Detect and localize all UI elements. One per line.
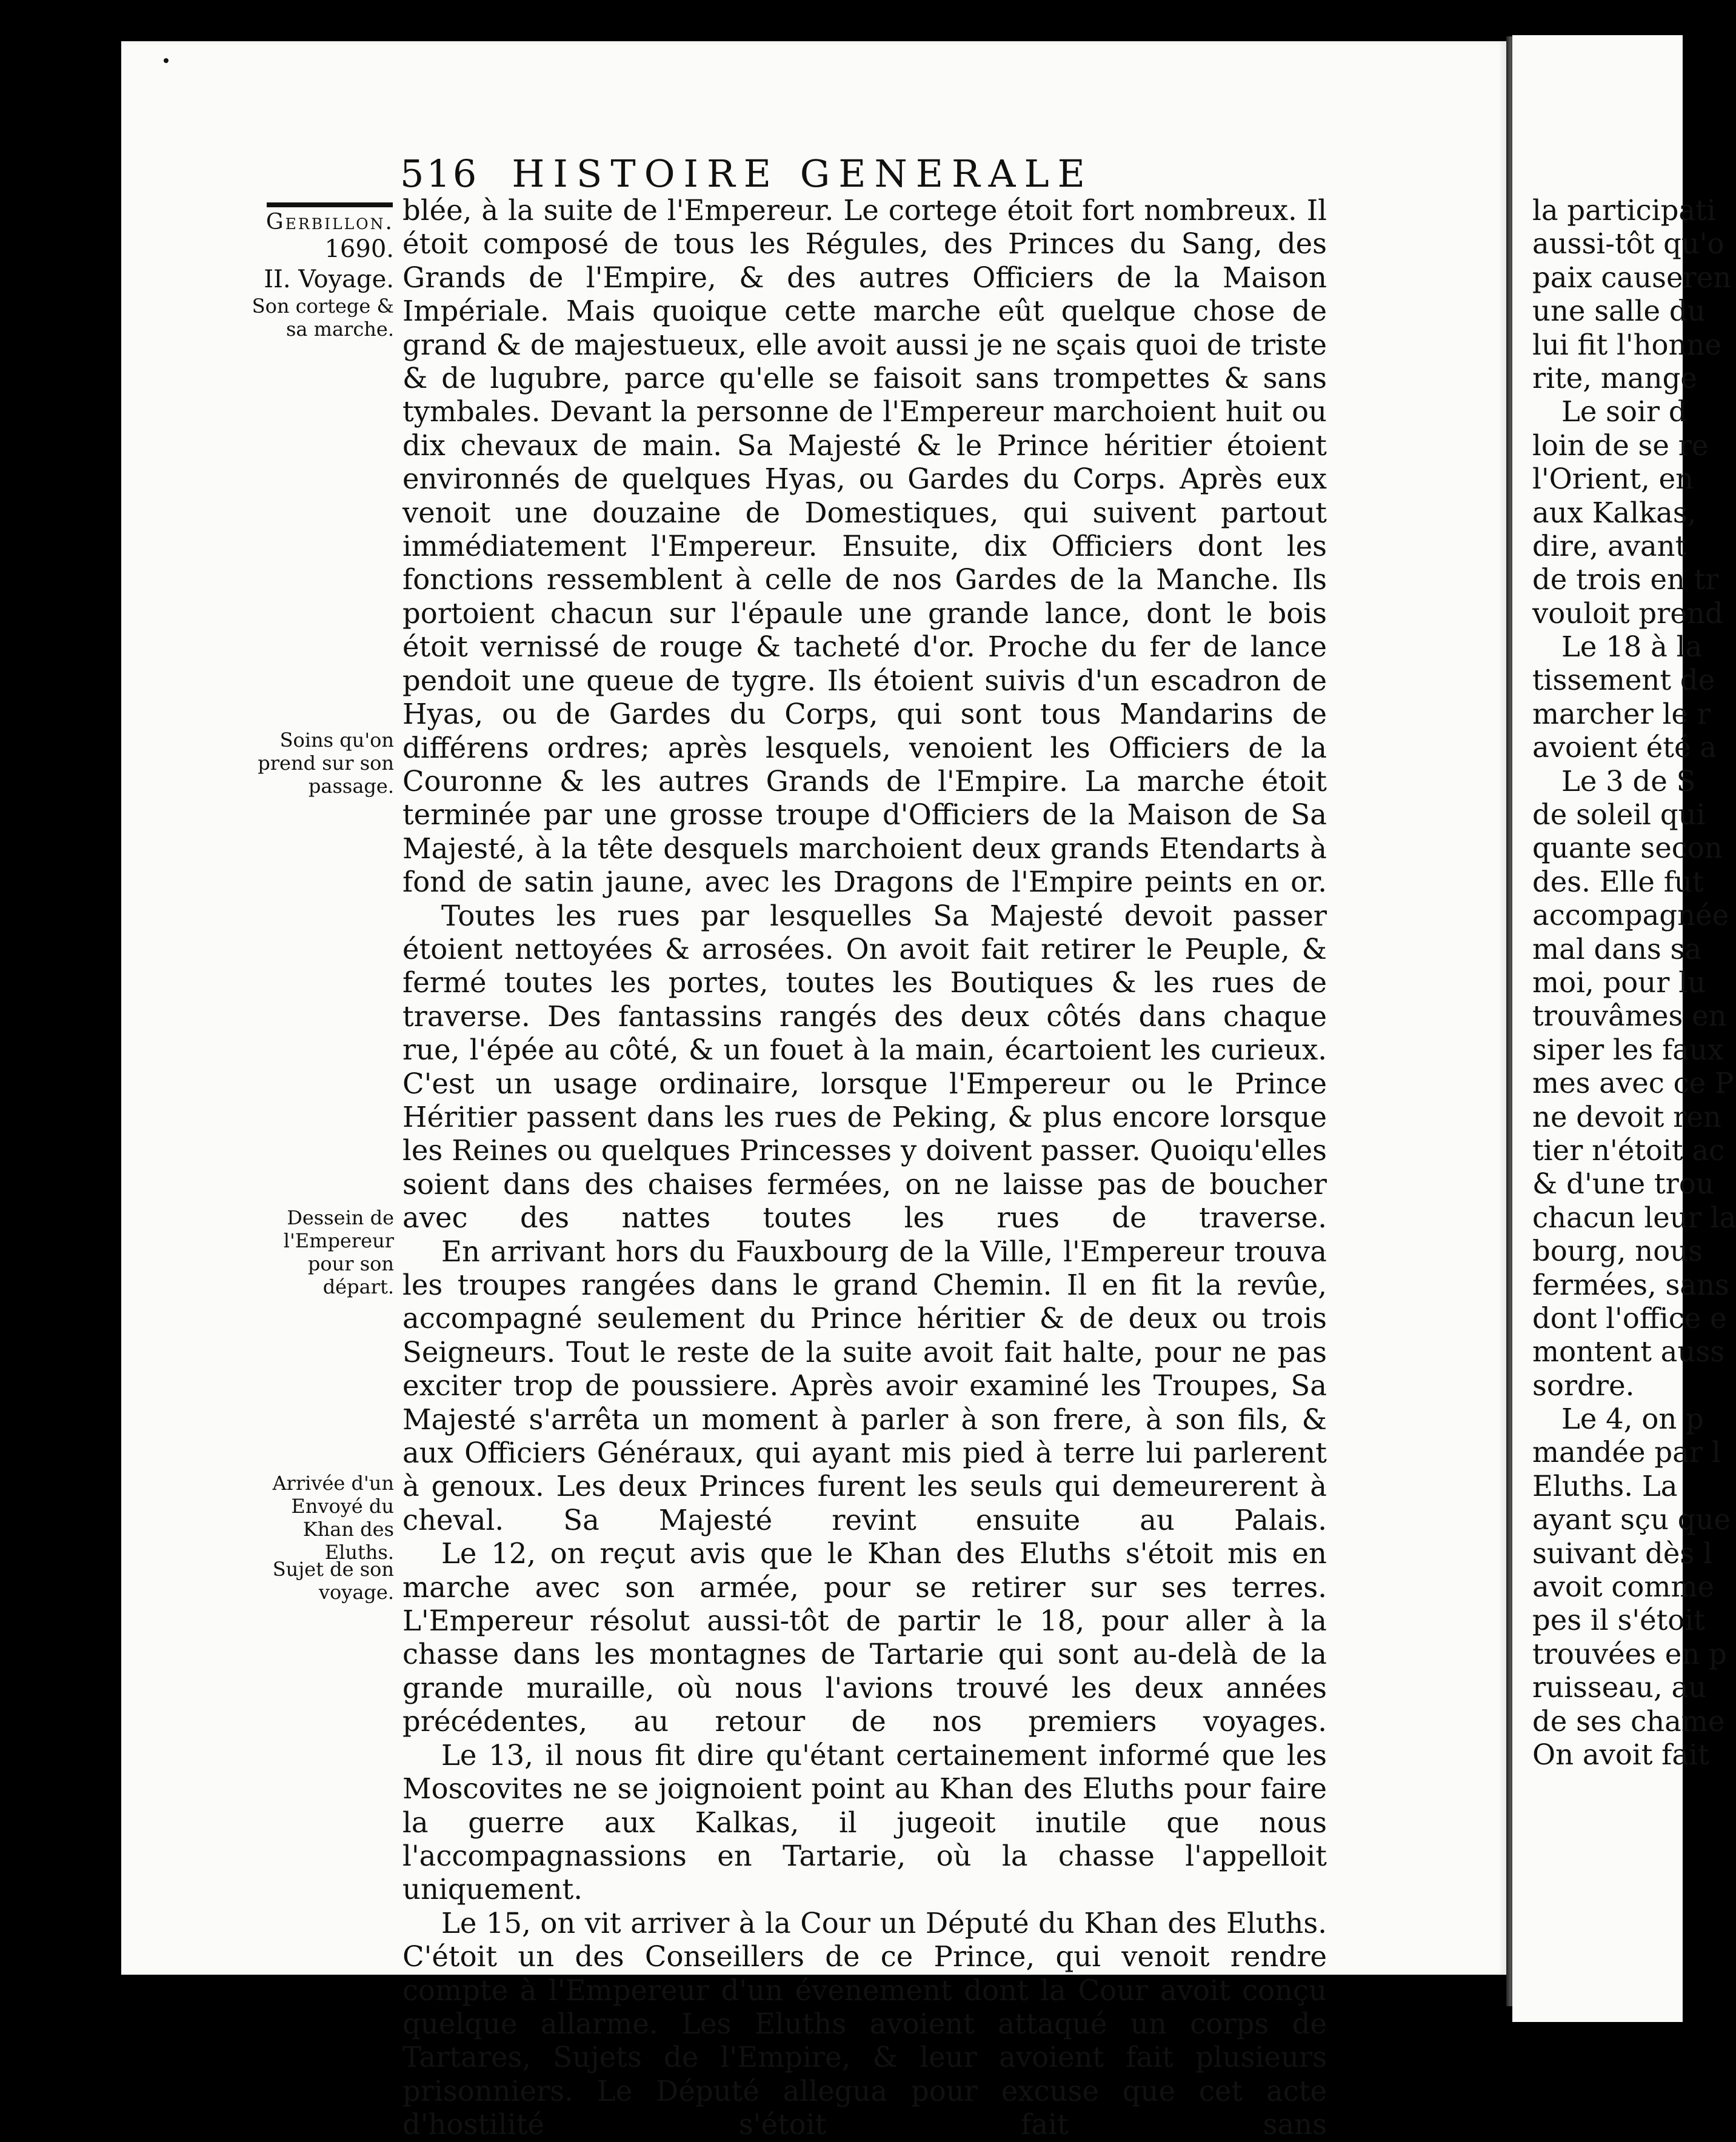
right-page-line: trouvées en p bbox=[1532, 1637, 1727, 1670]
paragraph-5: Le 13, il nous fit dire qu'étant certainement informé que les Moscovites ne se joignoient point au Khan des Eluths pour faire la guerre aux Kalkas, il jugeoit inutile que nous l'accompagnassions en Tartarie, où la chasse l'appelloit uniquement. bbox=[402, 1738, 1327, 1906]
right-page-line: de ses chame bbox=[1532, 1704, 1725, 1738]
running-title: HISTOIRE GENERALE bbox=[512, 152, 1093, 196]
right-page-line: On avoit fait bbox=[1532, 1738, 1709, 1771]
right-page-line: quante secon bbox=[1532, 832, 1723, 865]
right-page-line: tissement de bbox=[1532, 664, 1715, 697]
right-page-line: loin de se re bbox=[1532, 429, 1709, 462]
paragraph-1: blée, à la suite de l'Empereur. Le cortege étoit fort nombreux. Il étoit composé de tous les Régules, des Princes du Sang, des Grands de l'Empire, & des autres Officiers de la Maison Impériale. Mais quoique cette marche eût quelque chose de grand & de majestueux, elle avoit aussi je ne sçais quoi de triste & de lugubre, parce qu'elle se faisoit sans trompettes & sans tymbales. Devant la personne de l'Empereur marchoient huit ou dix chevaux de main. Sa Majesté & le Prince héritier étoient environnés de quelques Hyas, ou Gardes du Corps. Après eux venoit une douzaine de Domestiques, qui suivent partout immédiatement l'Empereur. Ensuite, dix Officiers dont les fonctions ressemblent à celle de nos Gardes de la Manche. Ils portoient chacun sur l'épaule une grande lance, dont le bois étoit vernissé de rouge & tacheté d'or. Proche du fer de lance pendoit une queue de tygre. Ils étoient suivis d'un escadron de Hyas, ou de Gardes du Corps, qui sont tous Mandarins de différens ordres; après lesquels, venoient les Officiers de la Couronne & les autres Grands de l'Empire. La marche étoit terminée par une grosse troupe d'Officiers de la Maison de Sa Majesté, à la tête desquels marchoient deux grands Etendarts à fond de satin jaune, avec les Dragons de l'Empire peints en or. bbox=[402, 194, 1327, 899]
right-page-line: mandée par l bbox=[1532, 1436, 1721, 1469]
right-page-line: une salle du bbox=[1532, 295, 1706, 328]
right-page-line: Le soir d bbox=[1561, 395, 1687, 429]
right-page-line: Le 4, on p bbox=[1561, 1403, 1704, 1436]
right-page-line: lui fit l'honne bbox=[1532, 328, 1721, 361]
paragraph-4: Le 12, on reçut avis que le Khan des Eluths s'étoit mis en marche avec son armée, pour se retirer sur ses terres. L'Empereur résolut aussi-tôt de partir le 18, pour aller à la chasse dans les montagnes de Tartarie qui sont au-delà de la grande muraille, où nous l'avions trouvé les deux années précédentes, au retour de nos premiers voyages. bbox=[402, 1537, 1327, 1738]
right-page-line: dire, avant bbox=[1532, 529, 1687, 562]
right-page-text bbox=[1532, 194, 1736, 1772]
right-page-line: ruisseau, au bbox=[1532, 1671, 1707, 1704]
right-page-line: vouloit prend bbox=[1532, 596, 1723, 630]
paragraph-3: En arrivant hors du Fauxbourg de la Ville, l'Empereur trouva les troupes rangées dans le grand Chemin. Il en fit la revûe, accompagné seulement du Prince héritier & de deux ou trois Seigneurs. Tout le reste de la suite avoit fait halte, pour ne pas exciter trop de poussiere. Après avoir examiné les Troupes, Sa Majesté s'arrêta un moment à parler à son frere, à son fils, & aux Officiers Généraux, qui ayant mis pied à terre lui parlerent à genoux. Les deux Princes furent les seuls qui demeurerent à cheval. Sa Majesté revint ensuite au Palais. bbox=[402, 1235, 1327, 1536]
right-page-line: sordre. bbox=[1532, 1369, 1635, 1402]
right-page-line: des. Elle fut bbox=[1532, 865, 1704, 898]
right-page-line: aux Kalkas, bbox=[1532, 496, 1697, 529]
main-text bbox=[402, 194, 1327, 2142]
right-page-line: tier n'étoit ac bbox=[1532, 1133, 1725, 1167]
right-page-line: avoient été a bbox=[1532, 731, 1717, 764]
right-page-line: siper les faux bbox=[1532, 1033, 1724, 1066]
right-page-line: la participati bbox=[1532, 194, 1716, 227]
right-page-line: Le 18 à la bbox=[1561, 630, 1703, 664]
right-page-line: avoit comme bbox=[1532, 1570, 1715, 1604]
right-page-line: de trois en tr bbox=[1532, 563, 1719, 596]
margin-note-soins: Soins qu'on prend sur son passage. bbox=[258, 729, 394, 798]
right-page-line: trouvâmes en bbox=[1532, 999, 1727, 1033]
page-number: 516 bbox=[400, 152, 479, 196]
right-page-line: Le 3 de S bbox=[1561, 764, 1696, 798]
right-page-line: marcher le r bbox=[1532, 697, 1711, 730]
right-page-line: pes il s'étoit bbox=[1532, 1604, 1705, 1637]
right-page-line: montent auss bbox=[1532, 1335, 1725, 1369]
right-page-line: Eluths. La bbox=[1532, 1469, 1678, 1503]
margin-author: Gerbillon. bbox=[265, 210, 394, 235]
right-page-line: & d'une trou bbox=[1532, 1167, 1714, 1201]
right-page-line: aussi-tôt qu'o bbox=[1532, 227, 1724, 261]
paragraph-2: Toutes les rues par lesquelles Sa Majesté devoit passer étoient nettoyées & arrosées. On avoit fait retirer le Peuple, & fermé toutes les portes, toutes les Boutiques & les rues de traverse. Des fantassins rangés des deux côtés dans chaque rue, l'épée au côté, & un fouet à la main, écartoient les curieux. C'est un usage ordinaire, lorsque l'Empereur ou le Prince Héritier passent dans les rues de Peking, & plus encore lorsque les Reines ou quelques Princesses y doivent passer. Quoiqu'elles soient dans des chaises fermées, on ne laisse pas de boucher avec des nattes toutes les rues de traverse. bbox=[402, 899, 1327, 1235]
right-page-line: fermées, sans bbox=[1532, 1268, 1729, 1301]
margin-year: 1690. bbox=[324, 235, 394, 263]
right-page-line: l'Orient, en bbox=[1532, 462, 1694, 496]
ink-speck bbox=[164, 58, 169, 63]
margin-note-dessein: Dessein de l'Empereur pour son départ. bbox=[283, 1206, 394, 1298]
right-page-line: dont l'office e bbox=[1532, 1301, 1727, 1335]
right-page-line: ne devoit ren bbox=[1532, 1100, 1721, 1133]
margin-note-arrivee: Arrivée d'un Envoyé du Khan des Eluths. bbox=[272, 1472, 394, 1564]
margin-note-cortege: Son cortege & sa marche. bbox=[252, 295, 394, 341]
margin-note-header bbox=[245, 211, 394, 341]
right-page-line: suivant dès l bbox=[1532, 1536, 1712, 1570]
right-page-line: chacun leur la bbox=[1532, 1201, 1736, 1234]
margin-voyage: II. Voyage. bbox=[264, 265, 394, 293]
right-page-line: moi, pour lu bbox=[1532, 966, 1706, 999]
right-page-line: rite, mange bbox=[1532, 361, 1697, 395]
right-page-line: accompagnée bbox=[1532, 899, 1729, 932]
right-page-line: bourg, nous bbox=[1532, 1235, 1703, 1268]
right-page-line: paix causeren bbox=[1532, 261, 1732, 294]
margin-note-sujet: Sujet de son voyage. bbox=[272, 1558, 394, 1604]
right-page-line: ayant sçu que bbox=[1532, 1503, 1731, 1536]
paragraph-6: Le 15, on vit arriver à la Cour un Député du Khan des Eluths. C'étoit un des Conseillers de ce Prince, qui venoit rendre compte à l'Empereur d'un évenement dont la Cour avoit conçu quelque allarme. Les Eluths avoient attaqué un corps de Tartares, Sujets de l'Empire, & leur avoient fait plusieurs prisonniers. Le Député allegua pour excuse que cet acte d'hostilité s'étoit fait sans bbox=[402, 1906, 1327, 2141]
right-page-line: mal dans sa bbox=[1532, 932, 1702, 966]
right-page-line: de soleil qui bbox=[1532, 798, 1706, 832]
right-page-line: mes avec ce P bbox=[1532, 1067, 1734, 1100]
running-header bbox=[400, 152, 1158, 194]
margin-rule bbox=[267, 202, 393, 207]
